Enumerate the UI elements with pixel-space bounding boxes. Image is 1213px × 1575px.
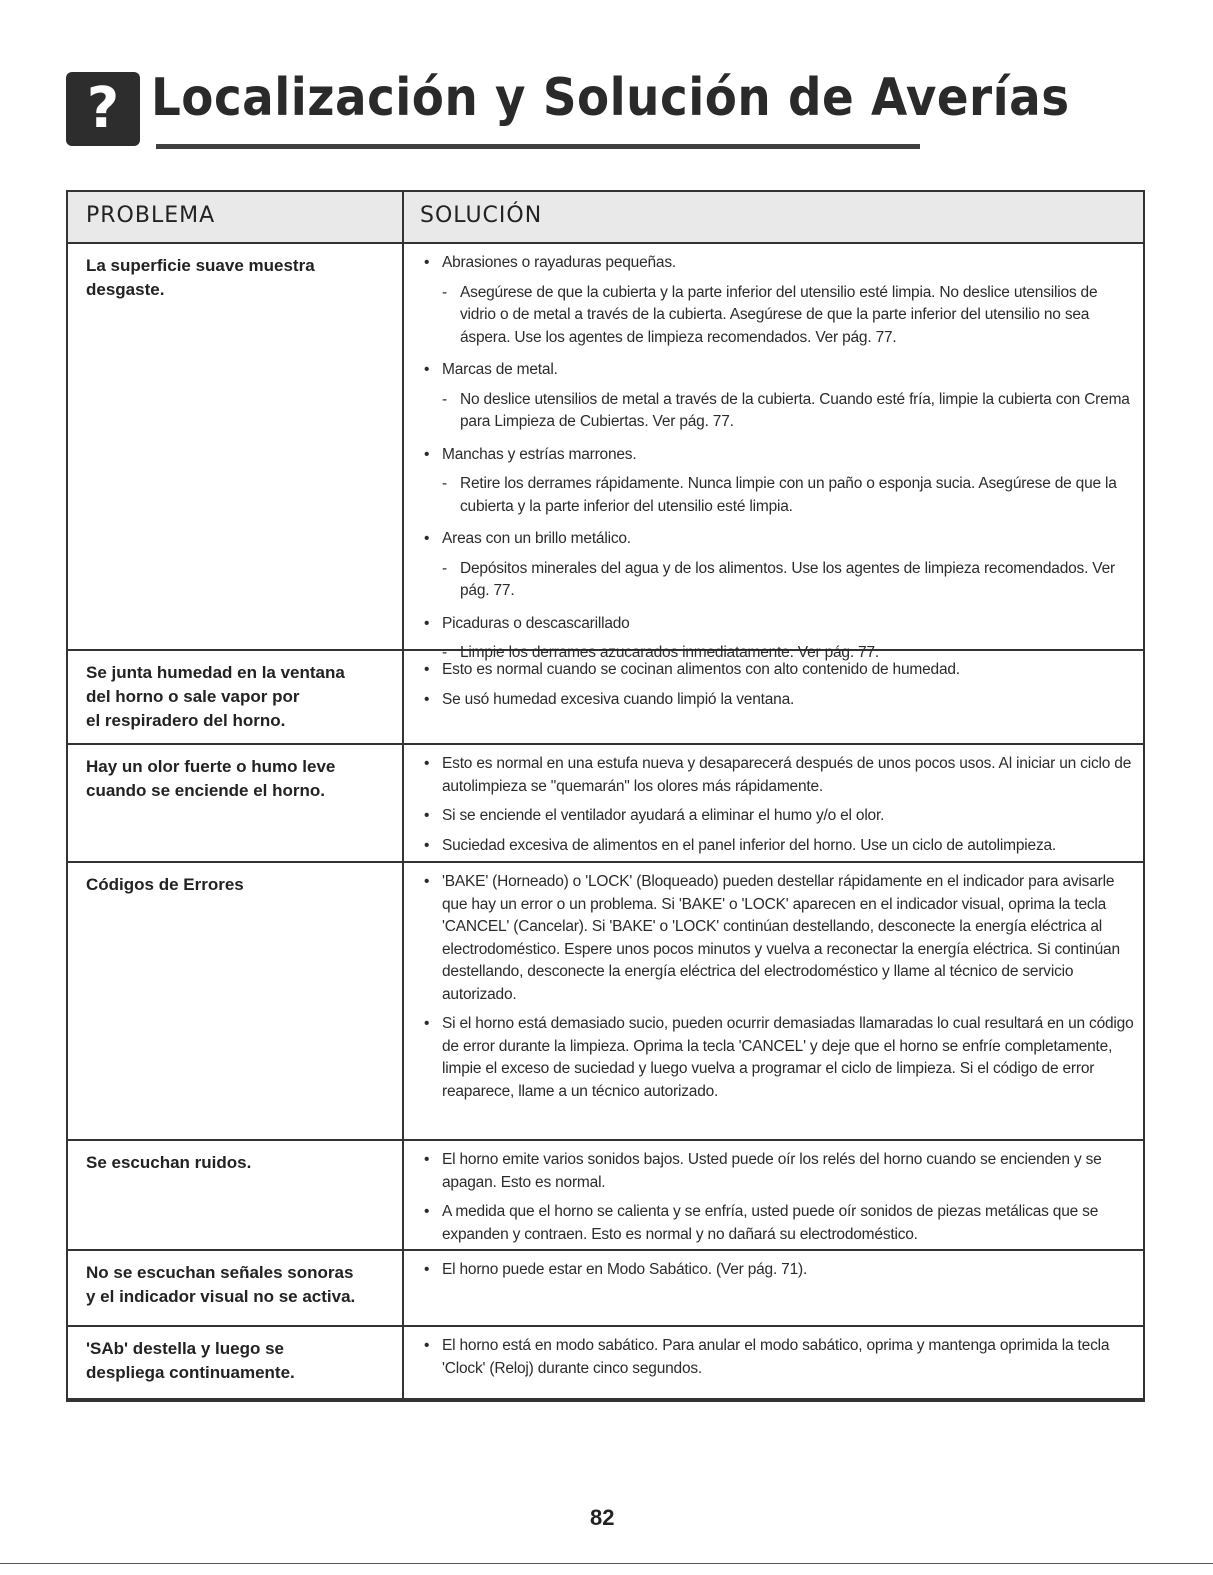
problem-text: Hay un olor fuerte o humo leve cuando se enciende el horno. [86, 757, 336, 800]
solution-text [420, 1335, 1136, 1387]
solution-bullet: • Areas con un brillo metálico. [420, 528, 1136, 551]
solution-text [420, 252, 1136, 675]
page-title: Localización y Solución de Averías [151, 68, 1070, 128]
solution-bullet: • El horno emite varios sonidos bajos. Usted puede oír los relés del horno cuando se encienden y se apagan. Esto es normal. [420, 1149, 1136, 1194]
page-number: 82 [590, 1505, 615, 1530]
column-divider [402, 192, 404, 1400]
solution-text [420, 871, 1136, 1110]
question-mark-icon: ? [66, 72, 140, 146]
solution-bullet: • Marcas de metal. [420, 359, 1136, 382]
solution-detail: - Limpie los derrames azucarados inmediatamente. Ver pág. 77. [420, 642, 1136, 665]
problem-text: La superficie suave muestra desgaste. [86, 256, 315, 299]
table-row [68, 1327, 1143, 1400]
solution-text [420, 1149, 1136, 1253]
solution-bullet: • Se usó humedad excesiva cuando limpió la ventana. [420, 689, 1136, 712]
solution-text [420, 753, 1136, 864]
table-row [68, 244, 1143, 661]
solution-bullet: • El horno está en modo sabático. Para anular el modo sabático, oprima y mantenga oprimida la tecla 'Clock' (Reloj) durante cinco segundos. [420, 1335, 1136, 1380]
solution-detail: - Asegúrese de que la cubierta y la parte inferior del utensilio esté limpia. No deslice utensilios de vidrio o de metal a través de la cubierta. Asegúrese de que la parte inferior del utensilio no sea áspera. Use los agentes de limpieza recomendados. Ver pág. 77. [420, 282, 1136, 350]
solution-bullet: • Manchas y estrías marrones. [420, 444, 1136, 467]
table-row [68, 1251, 1143, 1327]
problem-text: Se junta humedad en la ventana del horno o sale vapor por el respiradero del horno. [86, 663, 345, 730]
solution-text [420, 659, 1136, 718]
solution-bullet: • Esto es normal en una estufa nueva y desaparecerá después de unos pocos usos. Al iniciar un ciclo de autolimpieza se "quemarán" los olores más rápidamente. [420, 753, 1136, 798]
table-row [68, 745, 1143, 863]
solution-bullet: • Si se enciende el ventilador ayudará a eliminar el humo y/o el olor. [420, 805, 1136, 828]
solution-detail: - Retire los derrames rápidamente. Nunca limpie con un paño o esponja sucia. Asegúrese de que la cubierta y la parte inferior del utensilio esté limpia. [420, 473, 1136, 518]
table-row [68, 651, 1143, 745]
problem-text: 'SAb' destella y luego se despliega continuamente. [86, 1339, 295, 1382]
problem-text: Se escuchan ruidos. [86, 1153, 252, 1172]
problem-text: Códigos de Errores [86, 875, 244, 894]
solution-bullet: • Picaduras o descascarillado [420, 613, 1136, 636]
title-underline [156, 144, 920, 149]
solution-bullet: • Si el horno está demasiado sucio, pueden ocurrir demasiadas llamaradas lo cual resultará en un código de error durante la limpieza. Oprima la tecla 'CANCEL' y deje que el horno se enfríe completamente, limpie el exceso de suciedad y luego vuelva a programar el ciclo de limpieza. Si el código de error reaparece, llame a un técnico autorizado. [420, 1013, 1136, 1103]
solution-bullet: • El horno puede estar en Modo Sabático. (Ver pág. 71). [420, 1259, 1136, 1282]
table-header [68, 192, 1143, 244]
column-header-solution: SOLUCIÓN [420, 203, 543, 228]
table-row [68, 863, 1143, 1141]
bottom-rule [0, 1563, 1213, 1564]
page-header [66, 64, 1070, 154]
solution-detail: - Depósitos minerales del agua y de los alimentos. Use los agentes de limpieza recomendados. Ver pág. 77. [420, 558, 1136, 603]
solution-bullet: • Suciedad excesiva de alimentos en el panel inferior del horno. Use un ciclo de autolimpieza. [420, 835, 1136, 858]
solution-bullet: • Esto es normal cuando se cocinan alimentos con alto contenido de humedad. [420, 659, 1136, 682]
solution-text [420, 1259, 1136, 1289]
solution-bullet: • A medida que el horno se calienta y se enfría, usted puede oír sonidos de piezas metálicas que se expanden y contraen. Esto es normal y no dañará su electrodoméstico. [420, 1201, 1136, 1246]
solution-bullet: • Abrasiones o rayaduras pequeñas. [420, 252, 1136, 275]
troubleshooting-table [66, 190, 1145, 1402]
table-row [68, 1141, 1143, 1251]
solution-detail: - No deslice utensilios de metal a través de la cubierta. Cuando esté fría, limpie la cubierta con Crema para Limpieza de Cubiertas. Ver pág. 77. [420, 389, 1136, 434]
problem-text: No se escuchan señales sonoras y el indicador visual no se activa. [86, 1263, 356, 1306]
column-header-problem: PROBLEMA [86, 203, 216, 228]
solution-bullet: • 'BAKE' (Horneado) o 'LOCK' (Bloqueado) pueden destellar rápidamente en el indicador para avisarle que hay un error o un problema. Si 'BAKE' o 'LOCK' aparecen en el indicador visual, oprima la tecla 'CANCEL' (Cancelar). Si 'BAKE' o 'LOCK' continúan destellando, desconecte la energía eléctrica al electrodoméstico. Espere unos pocos minutos y vuelva a reconectar la energía eléctrica. Si continúan destellando, desconecte la energía eléctrica del electrodoméstico y llame al técnico de servicio autorizado. [420, 871, 1136, 1006]
